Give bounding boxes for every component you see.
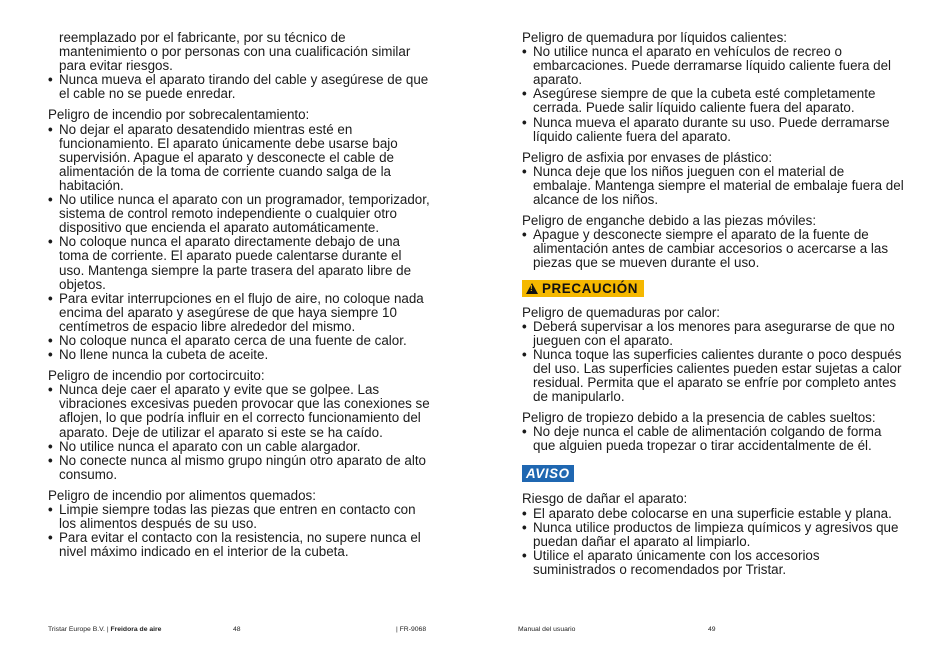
intro-line: mantenimiento o por personas con una cualificación similar: [59, 44, 411, 60]
intro-list: [48, 73, 430, 101]
footer-separator: |: [106, 626, 109, 633]
section-heading: Peligro de quemaduras por calor:: [522, 304, 720, 320]
list-item: • No llene nunca la cubeta de aceite.: [48, 348, 430, 362]
damage-risk-section: [522, 492, 904, 577]
footer-company: Tristar Europe B.V.: [48, 626, 105, 633]
bullet-list: [522, 228, 904, 270]
section-heading: Peligro de tropiezo debido a la presencia de cables sueltos:: [522, 410, 876, 426]
section-heading: Peligro de incendio por sobrecalentamiento:: [48, 107, 310, 123]
bullet-list: [48, 503, 430, 559]
footer-product: Freidora de aire: [110, 626, 162, 633]
entanglement-section: [522, 214, 904, 270]
overheating-section: [48, 108, 430, 362]
right-page: [522, 31, 904, 584]
list-item: • Nunca utilice productos de limpieza químicos y agresivos que puedan dañar el aparato al limpiarlo.: [522, 521, 904, 549]
list-item: • Nunca mueva el aparato durante su uso. Puede derramarse líquido caliente fuera del aparato.: [522, 116, 904, 144]
list-item: • No utilice nunca el aparato con un programador, temporizador, sistema de control remoto independiente o cualquier otro dispositivo que encienda el aparato automáticamente.: [48, 193, 430, 235]
footer-page-number-right: 49: [708, 626, 716, 633]
list-item: • Asegúrese siempre de que la cubeta esté completamente cerrada. Puede salir líquido caliente fuera del aparato.: [522, 87, 904, 115]
list-item: • No deje nunca el cable de alimentación colgando de forma que alguien pueda tropezar o tirar accidentalmente de él.: [522, 425, 904, 453]
trip-hazard-section: [522, 411, 904, 453]
list-item: • Para evitar el contacto con la resistencia, no supere nunca el nivel máximo indicado en el interior de la cubeta.: [48, 531, 430, 559]
bullet-list: [522, 45, 904, 144]
list-item: • El aparato debe colocarse en una superficie estable y plana.: [522, 507, 904, 521]
caution-badge: [522, 280, 644, 297]
footer-page-number-left: 48: [233, 626, 241, 633]
section-heading: Peligro de asfixia por envases de plástico:: [522, 149, 773, 165]
left-page: [48, 31, 430, 566]
bullet-list: [522, 507, 904, 577]
list-item: • Nunca deje que los niños jueguen con el material de embalaje. Mantenga siempre el material de embalaje fuera del alcance de los niños.: [522, 165, 904, 207]
list-item: • Limpie siempre todas las piezas que entren en contacto con los alimentos después de su uso.: [48, 503, 430, 531]
bullet-list: [48, 383, 430, 482]
list-item: • Deberá supervisar a los menores para asegurarse de que no jueguen con el aparato.: [522, 320, 904, 348]
list-item: • No coloque nunca el aparato cerca de una fuente de calor.: [48, 334, 430, 348]
list-item: • Nunca toque las superficies calientes durante o poco después del uso. Las superficies calientes pueden estar sujetas a calor residual. Permita que el aparato se enfríe por completo antes de manipularlo.: [522, 348, 904, 404]
section-heading: Peligro de quemadura por líquidos calientes:: [522, 30, 788, 45]
footer-manual: Manual del usuario: [518, 626, 576, 633]
short-circuit-section: [48, 369, 430, 482]
bullet-list: [522, 425, 904, 453]
section-heading: Peligro de enganche debido a las piezas móviles:: [522, 213, 817, 229]
list-item: • No utilice nunca el aparato con un cable alargador.: [48, 440, 430, 454]
notice-badge: AVISO: [522, 465, 574, 482]
warning-triangle-icon: [526, 283, 538, 294]
list-item: • No conecte nunca al mismo grupo ningún otro aparato de alto consumo.: [48, 454, 430, 482]
suffocation-section: [522, 151, 904, 207]
list-item: • Nunca deje caer el aparato y evite que se golpee. Las vibraciones excesivas pueden provocar que las conexiones se aflojen, lo que podría influir en el correcto funcionamiento del aparato. Deje de utilizar el aparato si este se ha caído.: [48, 383, 430, 439]
list-item: • No dejar el aparato desatendido mientras esté en funcionamiento. El aparato únicamente debe usarse bajo supervisión. Apague el aparato y desconecte el cable de alimentación de la toma de corriente cuando salga de la habitación.: [48, 123, 430, 193]
section-heading: Riesgo de dañar el aparato:: [522, 491, 688, 507]
intro-line: reemplazado por el fabricante, por su técnico de: [59, 30, 346, 45]
heat-burn-section: [522, 306, 904, 405]
list-item: • Utilice el aparato únicamente con los accesorios suministrados o recomendados por Tristar.: [522, 549, 904, 577]
bullet-list: [522, 165, 904, 207]
intro-line: para evitar riesgos.: [59, 58, 173, 74]
list-item: • Para evitar interrupciones en el flujo de aire, no coloque nada encima del aparato y asegúrese de que haya siempre 10 centímetros de espacio libre alrededor del mismo.: [48, 292, 430, 334]
list-item: • No coloque nunca el aparato directamente debajo de una toma de corriente. El aparato puede calentarse durante el uso. Mantenga siempre la parte trasera del aparato libre de objetos.: [48, 235, 430, 291]
list-item: • Apague y desconecte siempre el aparato de la fuente de alimentación antes de cambiar accesorios o acercarse a las piezas que se mueven durante el uso.: [522, 228, 904, 270]
bullet-list: [522, 320, 904, 405]
caution-label: PRECAUCIÓN: [542, 280, 639, 296]
hot-liquid-section: [522, 31, 904, 144]
footer-left: [48, 626, 161, 633]
footer-model: | FR-9068: [396, 626, 427, 633]
burnt-food-section: [48, 489, 430, 559]
bullet-list: [48, 123, 430, 363]
intro-section: [48, 31, 430, 101]
section-heading: Peligro de incendio por alimentos quemados:: [48, 487, 316, 503]
list-item: • Nunca mueva el aparato tirando del cable y asegúrese de que el cable no se puede enredar.: [48, 73, 430, 101]
section-heading: Peligro de incendio por cortocircuito:: [48, 368, 265, 384]
list-item: • No utilice nunca el aparato en vehículos de recreo o embarcaciones. Puede derramarse líquido caliente fuera del aparato.: [522, 45, 904, 87]
